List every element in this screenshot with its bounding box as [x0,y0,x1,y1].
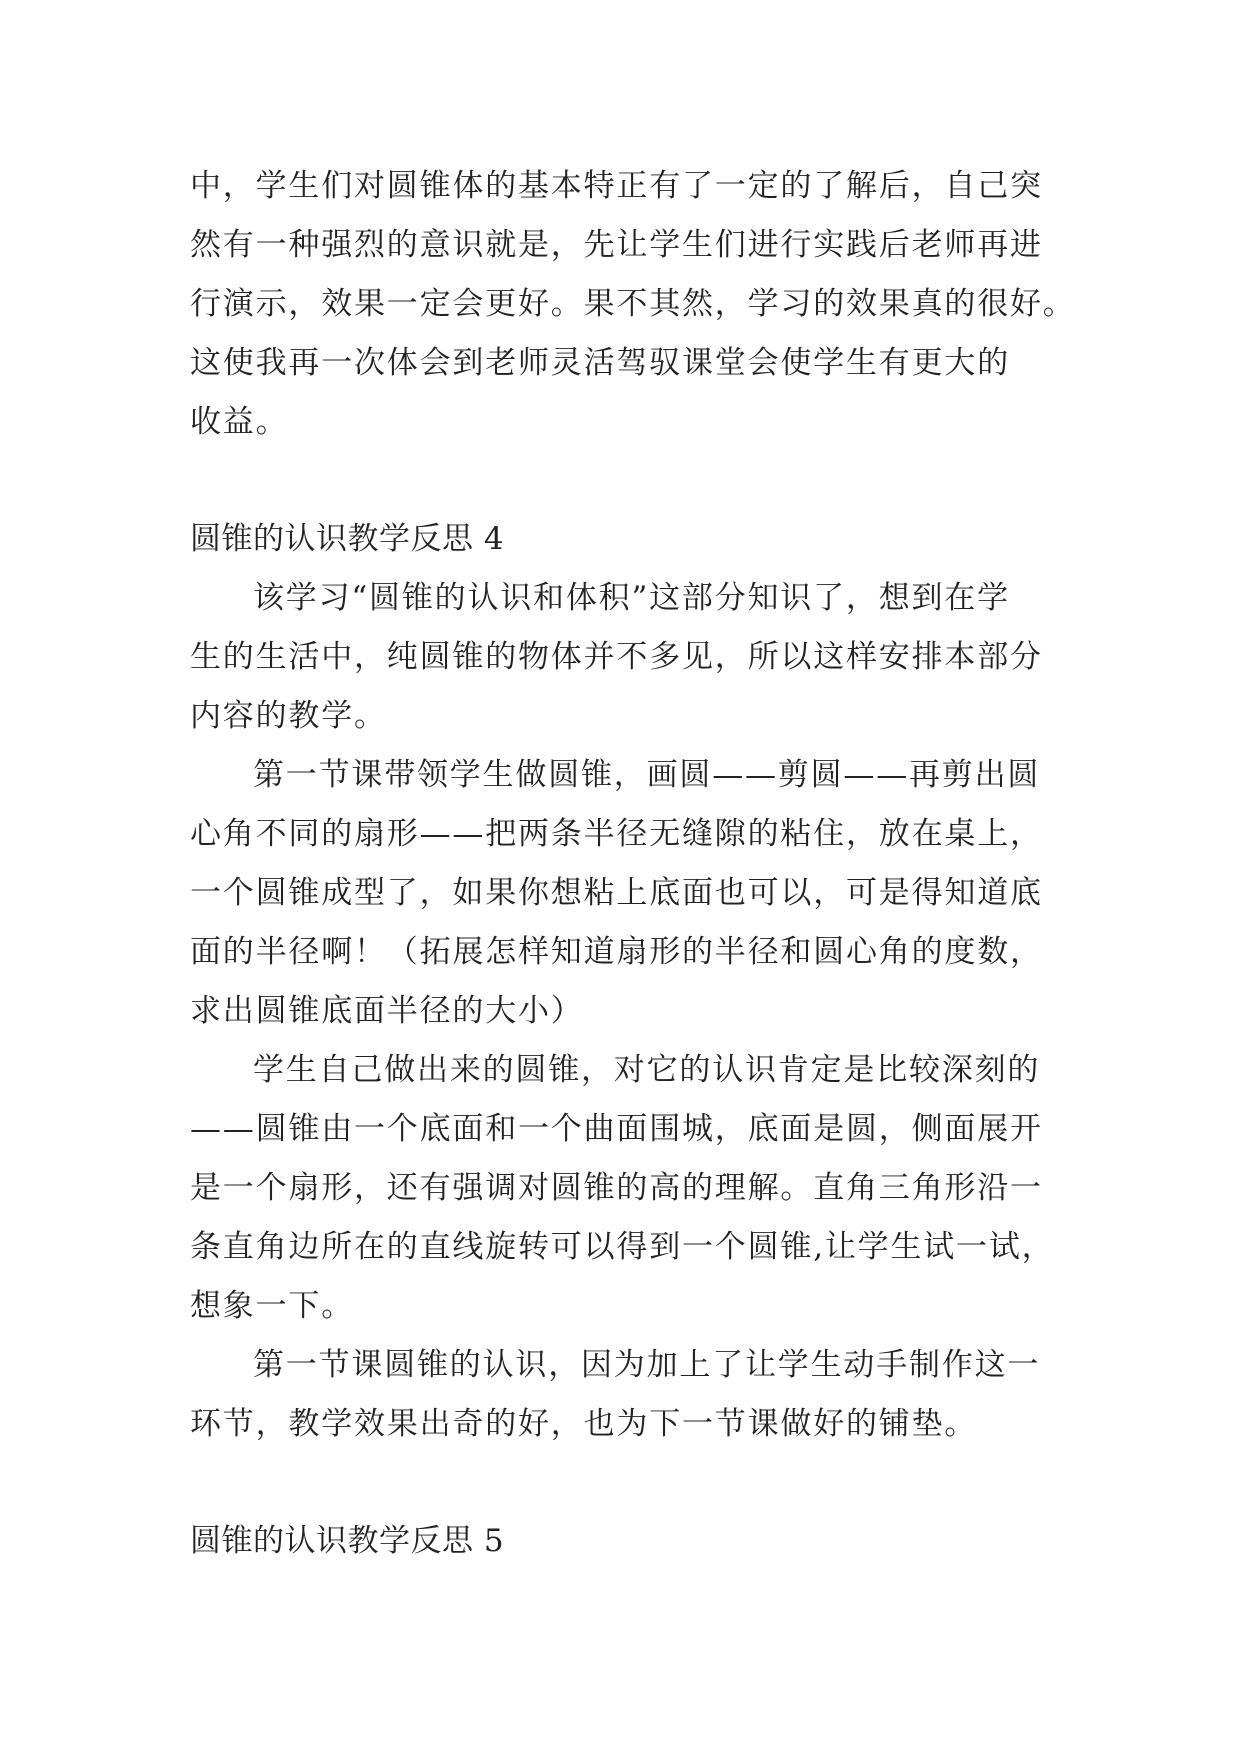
paragraph-line: 面的半径啊！（拓展怎样知道扇形的半径和圆心角的度数， [190,934,1043,970]
paragraph-line: 第一节课圆锥的认识，因为加上了让学生动手制作这一 [253,1347,1041,1383]
paragraph-line: 是一个扇形，还有强调对圆锥的高的理解。直角三角形沿一 [190,1170,1043,1206]
paragraph-line: 心角不同的扇形——把两条半径无缝隙的粘住，放在桌上， [190,816,1043,852]
paragraph-line: 一个圆锥成型了，如果你想粘上底面也可以，可是得知道底 [190,875,1043,911]
paragraph-line: 学生自己做出来的圆锥，对它的认识肯定是比较深刻的 [253,1052,1041,1088]
paragraph-line: 内容的教学。 [190,698,387,734]
section-heading: 圆锥的认识教学反思 4 [190,521,505,557]
paragraph-line: 第一节课带领学生做圆锥，画圆——剪圆——再剪出圆 [253,757,1041,793]
paragraph-line: 生的生活中，纯圆锥的物体并不多见，所以这样安排本部分 [190,639,1043,675]
section-heading: 圆锥的认识教学反思 5 [190,1523,505,1559]
paragraph-line: ——圆锥由一个底面和一个曲面围城，底面是圆，侧面展开 [190,1111,1043,1147]
paragraph-line: 想象一下。 [190,1288,354,1324]
paragraph-line: 环节，教学效果出奇的好，也为下一节课做好的铺垫。 [190,1406,978,1442]
paragraph-line: 然有一种强烈的意识就是，先让学生们进行实践后老师再进 [190,227,1043,263]
paragraph-line: 条直角边所在的直线旋转可以得到一个圆锥,让学生试一试， [190,1229,1055,1265]
paragraph-line: 求出圆锥底面半径的大小） [190,993,584,1029]
paragraph-line: 行演示，效果一定会更好。果不其然，学习的效果真的很好。 [190,286,1076,322]
paragraph-line: 该学习“圆锥的认识和体积”这部分知识了，想到在学 [253,580,1010,616]
paragraph-line: 收益。 [190,404,289,440]
paragraph-line: 中，学生们对圆锥体的基本特正有了一定的了解后，自己突 [190,168,1043,204]
paragraph-line: 这使我再一次体会到老师灵活驾驭课堂会使学生有更大的 [190,345,1010,381]
